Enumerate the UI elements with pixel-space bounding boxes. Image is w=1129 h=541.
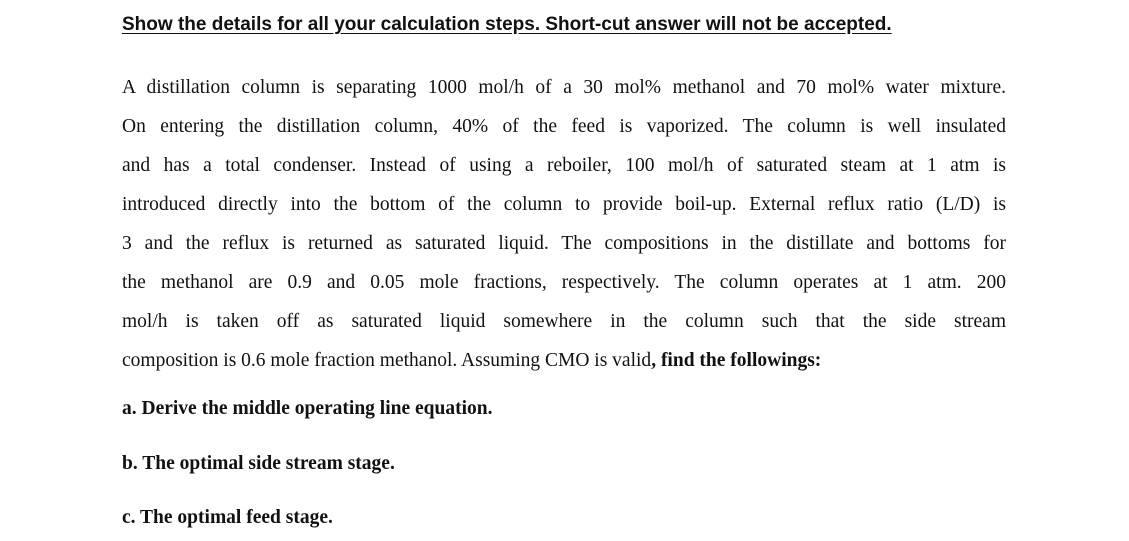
task-a: a. Derive the middle operating line equation. <box>122 398 493 419</box>
problem-line: A distillation column is separating 1000 mol/h of a 30 mol% methanol and 70 mol% water mixture. <box>122 77 1006 98</box>
problem-line: and has a total condenser. Instead of using a reboiler, 100 mol/h of saturated steam at 1 atm is <box>122 155 1006 176</box>
problem-line: introduced directly into the bottom of the column to provide boil-up. External reflux ratio (L/D) is <box>122 194 1006 215</box>
problem-last-line-text: composition is 0.6 mole fraction methanol. Assuming CMO is valid <box>122 350 652 371</box>
problem-last-line <box>122 341 1006 380</box>
problem-line: 3 and the reflux is returned as saturated liquid. The compositions in the distillate and bottoms for <box>122 233 1006 254</box>
instructions-heading: Show the details for all your calculation steps. Short-cut answer will not be accepted. <box>122 14 892 35</box>
task-b: b. The optimal side stream stage. <box>122 453 395 474</box>
problem-line: the methanol are 0.9 and 0.05 mole fractions, respectively. The column operates at 1 atm. 200 <box>122 272 1006 293</box>
problem-line: On entering the distillation column, 40% of the feed is vaporized. The column is well insulated <box>122 116 1006 137</box>
problem-statement <box>122 68 1006 380</box>
task-c: c. The optimal feed stage. <box>122 507 333 528</box>
problem-last-line-bold: , find the followings: <box>651 350 822 371</box>
problem-line: mol/h is taken off as saturated liquid somewhere in the column such that the side stream <box>122 311 1006 332</box>
